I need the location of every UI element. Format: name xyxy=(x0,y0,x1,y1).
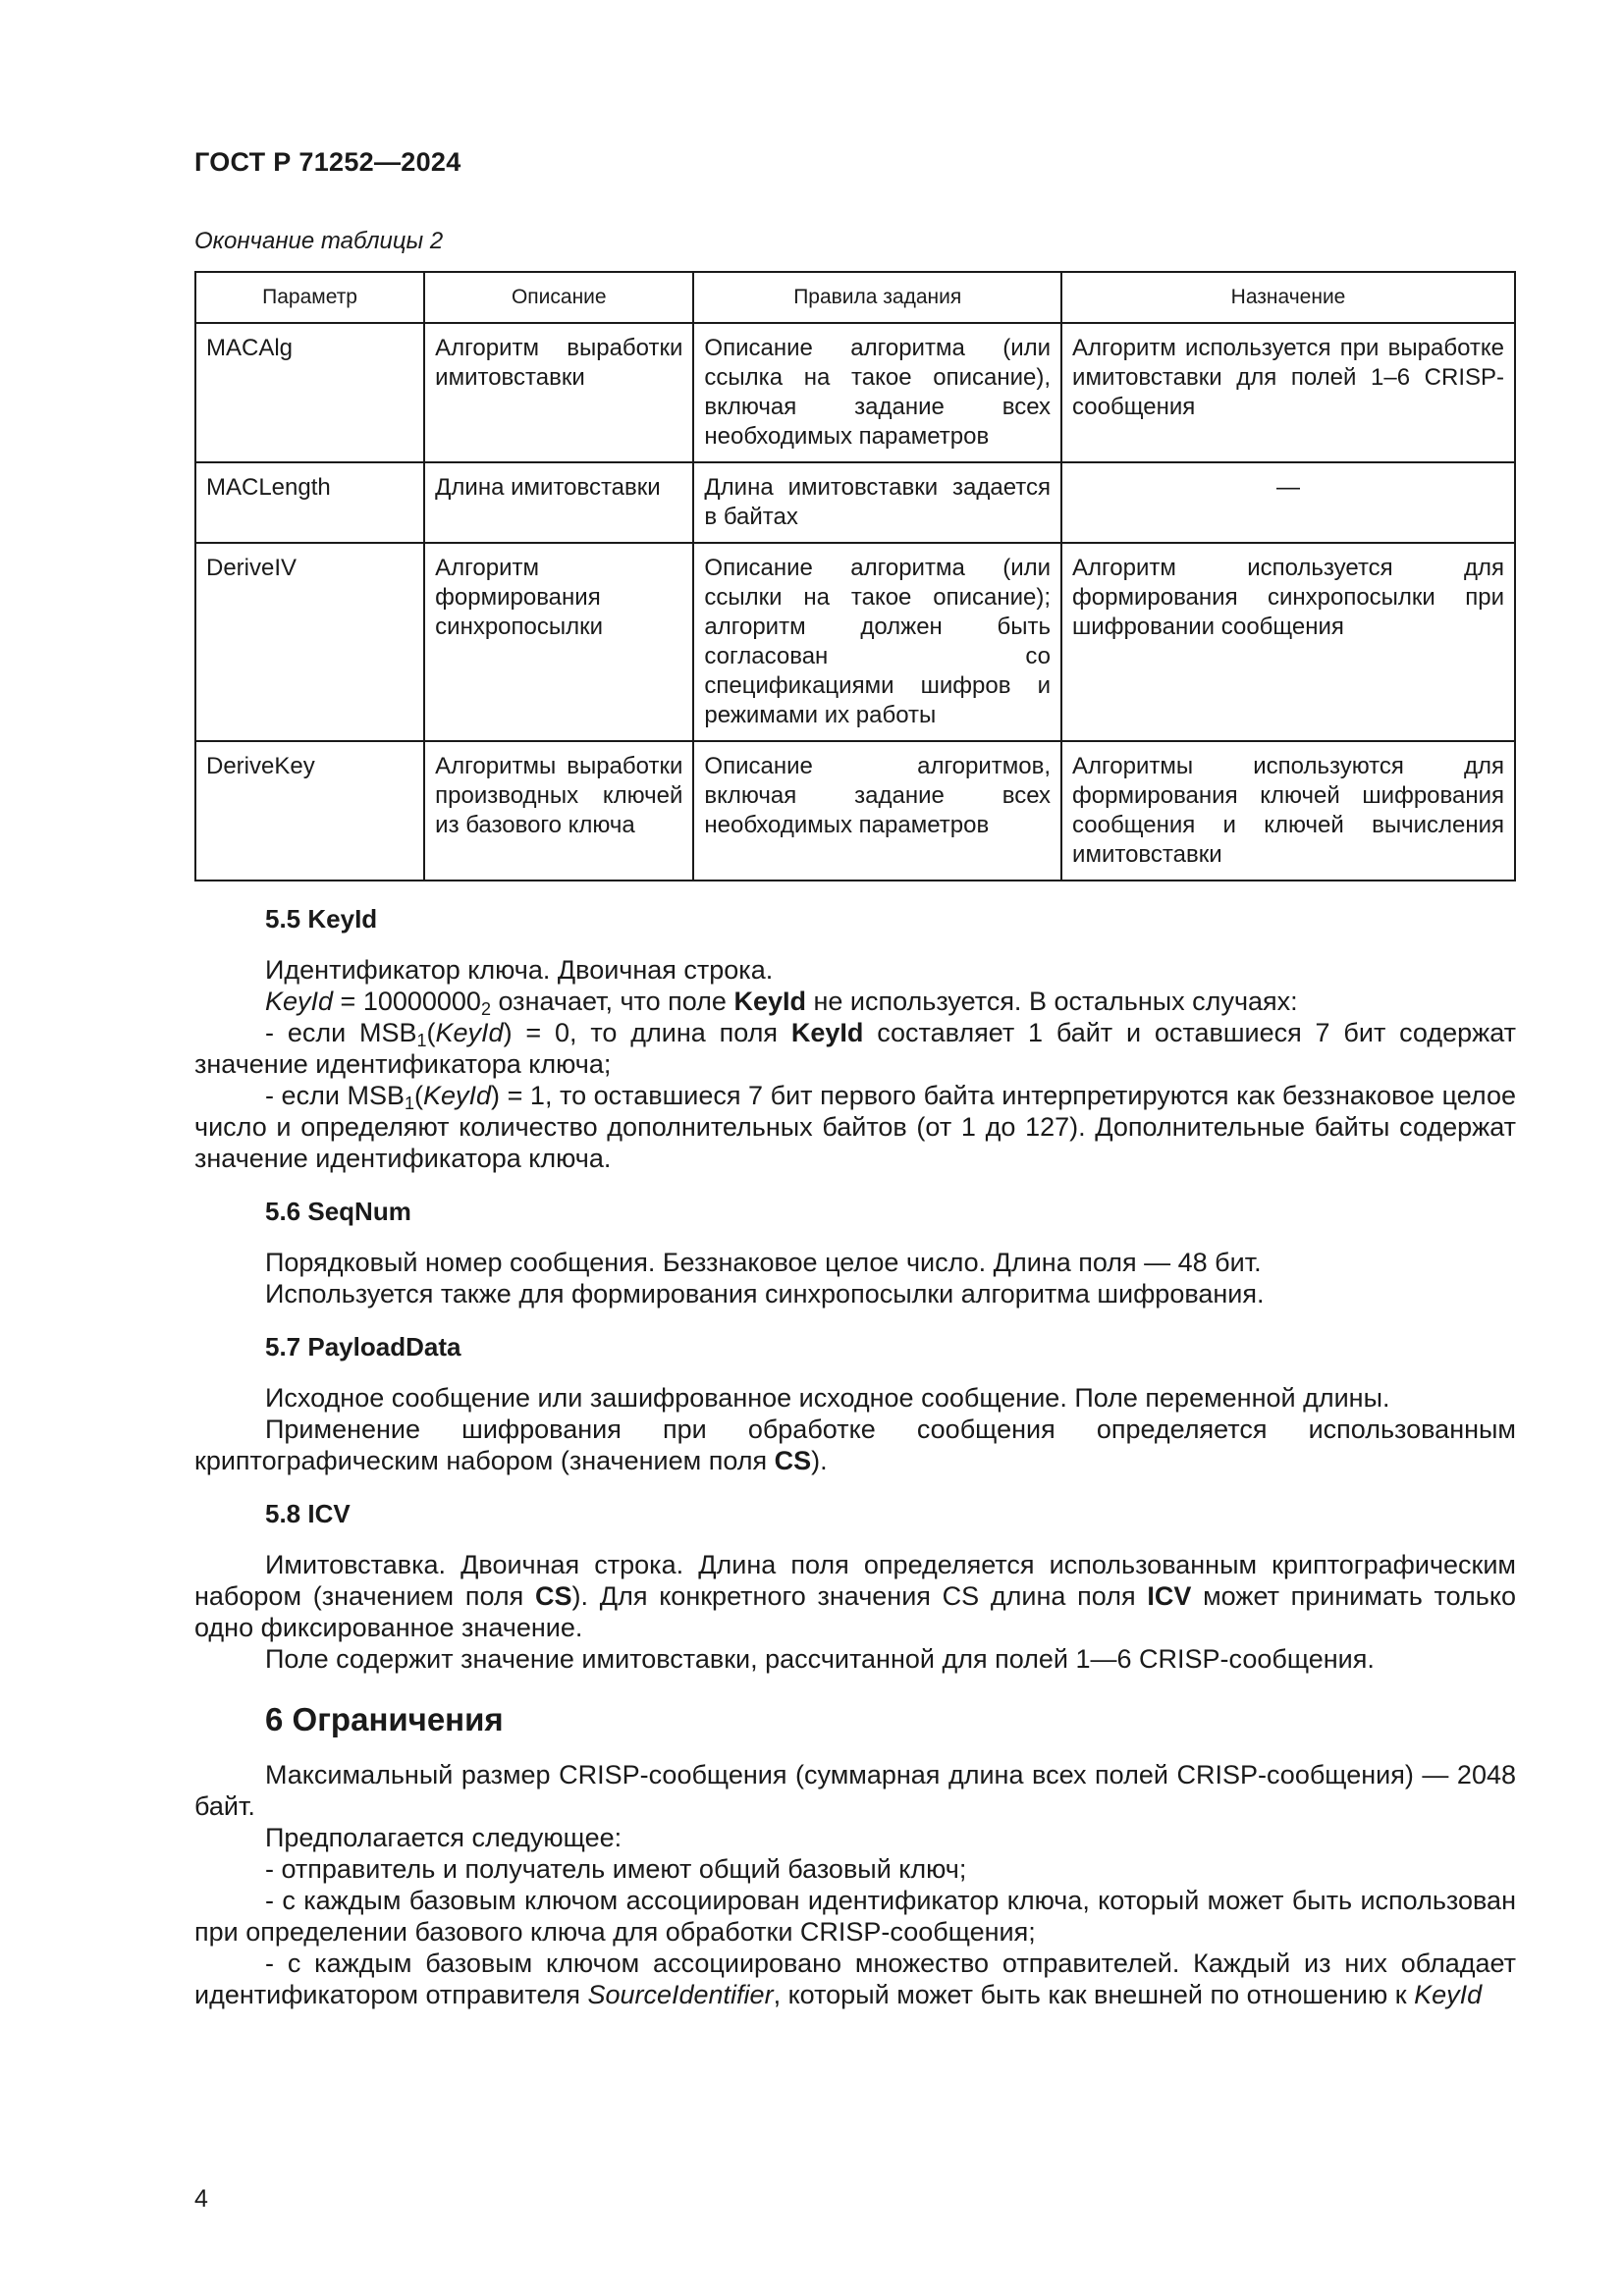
table-row xyxy=(195,543,1515,741)
section-5-6 xyxy=(194,1196,1516,1309)
paragraph: Применение шифрования при обработке сообщения определяется использованным криптографическим набором (значением поля CS). xyxy=(194,1415,1516,1475)
column-header-purpose: Назначение xyxy=(1061,272,1515,323)
cell-purpose: Алгоритмы используются для формирования ключей шифрования сообщения и ключей вычисления имитовставки xyxy=(1061,741,1515,881)
keyid-var: KeyId xyxy=(265,987,334,1016)
paragraph: KeyId = $10000000_2$ означает, что поле KeyId не используется. В остальных случаях: xyxy=(265,987,1298,1019)
section-5-7 xyxy=(194,1331,1516,1476)
section-heading: 5.7 PayloadData xyxy=(265,1332,461,1362)
cell-param: MACLength xyxy=(195,462,424,543)
cell-param: DeriveKey xyxy=(195,741,424,881)
paragraph: Поле содержит значение имитовставки, рассчитанной для полей 1—6 CRISP-сообщения. xyxy=(265,1644,1375,1674)
column-header-description: Описание xyxy=(424,272,693,323)
cell-param: MACAlg xyxy=(195,323,424,462)
paragraph: Порядковый номер сообщения. Беззнаковое целое число. Длина поля — 48 бит. xyxy=(265,1248,1262,1277)
cell-purpose: — xyxy=(1061,462,1515,543)
table-header-row xyxy=(195,272,1515,323)
cell-description: Алгоритм формирования синхропосылки xyxy=(424,543,693,741)
parameter-table xyxy=(194,271,1516,881)
page-number: 4 xyxy=(194,2185,208,2213)
table-caption: Окончание таблицы 2 xyxy=(194,228,444,254)
section-heading: 5.5 KeyId xyxy=(265,904,378,934)
column-header-param: Параметр xyxy=(195,272,424,323)
list-item: - отправитель и получатель имеют общий базовый ключ; xyxy=(265,1854,967,1884)
paragraph: - если $MSB_1(KeyId) = 1$, то оставшиеся 7 бит первого байта интерпретируются как беззнаковое целое число и определяют количество дополнительных байтов (от 1 до 127). Дополнительные байты содержат значение идентификатора ключа. xyxy=(194,1081,1517,1173)
section-5-5 xyxy=(194,903,1516,1174)
paragraph: Предполагается следующее: xyxy=(265,1823,623,1852)
section-heading: 5.8 ICV xyxy=(265,1499,351,1528)
paragraph: Максимальный размер CRISP-сообщения (суммарная длина всех полей CRISP-сообщения) — 2048 байт. xyxy=(194,1760,1516,1821)
cell-param: DeriveIV xyxy=(195,543,424,741)
document-id: ГОСТ Р 71252—2024 xyxy=(194,147,461,177)
cell-rules: Длина имитовставки задается в байтах xyxy=(693,462,1061,543)
paragraph: Идентификатор ключа. Двоичная строка. xyxy=(265,955,774,985)
cell-purpose: Алгоритм используется при выработке имитовставки для полей 1–6 CRISP-сообщения xyxy=(1061,323,1515,462)
cell-rules: Описание алгоритма (или ссылки на такое описание); алгоритм должен быть согласован со спецификациями шифров и режимами их работы xyxy=(693,543,1061,741)
paragraph: Имитовставка. Двоичная строка. Длина поля определяется использованным криптографическим набором (значением поля CS). Для конкретного значения CS длина поля ICV может принимать только одно фиксированное значение. xyxy=(194,1550,1516,1642)
paragraph: Исходное сообщение или зашифрованное исходное сообщение. Поле переменной длины. xyxy=(265,1383,1390,1413)
paragraph: Используется также для формирования синхропосылки алгоритма шифрования. xyxy=(265,1279,1265,1308)
section-5-8 xyxy=(194,1498,1516,1675)
paragraph: - если $MSB_1(KeyId) = 0$, то длина поля KeyId составляет 1 байт и оставшиеся 7 бит содержат значение идентификатора ключа; xyxy=(194,1018,1516,1079)
chapter-heading: 6 Ограничения xyxy=(265,1701,504,1737)
cell-description: Длина имитовставки xyxy=(424,462,693,543)
cell-rules: Описание алгоритма (или ссылка на такое описание), включая задание всех необходимых параметров xyxy=(693,323,1061,462)
section-6 xyxy=(194,1701,1516,2010)
column-header-rules: Правила задания xyxy=(693,272,1061,323)
cell-description: Алгоритм выработки имитовставки xyxy=(424,323,693,462)
table-row xyxy=(195,462,1515,543)
table-row xyxy=(195,741,1515,881)
list-item: - с каждым базовым ключом ассоциировано множество отправителей. Каждый из них обладает идентификатором отправителя SourceIdentifier, который может быть как внешней по отношению к KeyId xyxy=(194,1949,1516,2009)
section-heading: 5.6 SeqNum xyxy=(265,1197,411,1226)
cell-description: Алгоритмы выработки производных ключей из базового ключа xyxy=(424,741,693,881)
cell-rules: Описание алгоритмов, включая задание всех необходимых параметров xyxy=(693,741,1061,881)
list-item: - с каждым базовым ключом ассоциирован идентификатор ключа, который может быть использован при определении базового ключа для обработки CRISP-сообщения; xyxy=(194,1886,1516,1947)
body-text xyxy=(194,903,1516,2032)
table-row xyxy=(195,323,1515,462)
cell-purpose: Алгоритм используется для формирования синхропосылки при шифровании сообщения xyxy=(1061,543,1515,741)
